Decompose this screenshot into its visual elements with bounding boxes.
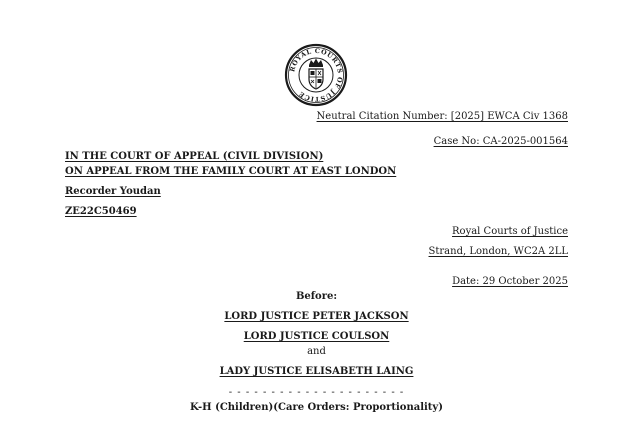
neutral-citation: Neutral Citation Number: [2025] EWCA Civ 1368: [316, 111, 568, 122]
judge-2: LORD JUSTICE COULSON: [243, 331, 390, 342]
venue-name: Royal Courts of Justice: [452, 226, 568, 237]
court-seal-icon: [284, 43, 348, 107]
and-connector: and: [307, 346, 326, 357]
judge-1: LORD JUSTICE PETER JACKSON: [224, 311, 409, 322]
venue-address: Strand, London, WC2A 2LL: [428, 246, 568, 257]
case-number: Case No: CA-2025-001564: [433, 136, 568, 147]
before-label: Before:: [295, 291, 338, 302]
separator-line: - - - - - - - - - - - - - - - - - - - - -: [228, 387, 405, 398]
lower-court-case-number: ZE22C50469: [65, 206, 137, 217]
appeal-from: ON APPEAL FROM THE FAMILY COURT AT EAST LONDON: [65, 166, 397, 177]
case-title: K-H (Children)(Care Orders: Proportionality): [190, 402, 443, 413]
court-name: IN THE COURT OF APPEAL (CIVIL DIVISION): [65, 151, 324, 162]
judgment-date: Date: 29 October 2025: [452, 276, 568, 287]
svg-text:ROYAL COURTS OF JUSTICE: ROYAL COURTS OF JUSTICE: [288, 46, 345, 104]
lower-court-judge: Recorder Youdan: [65, 186, 161, 197]
judge-3: LADY JUSTICE ELISABETH LAING: [219, 366, 414, 377]
